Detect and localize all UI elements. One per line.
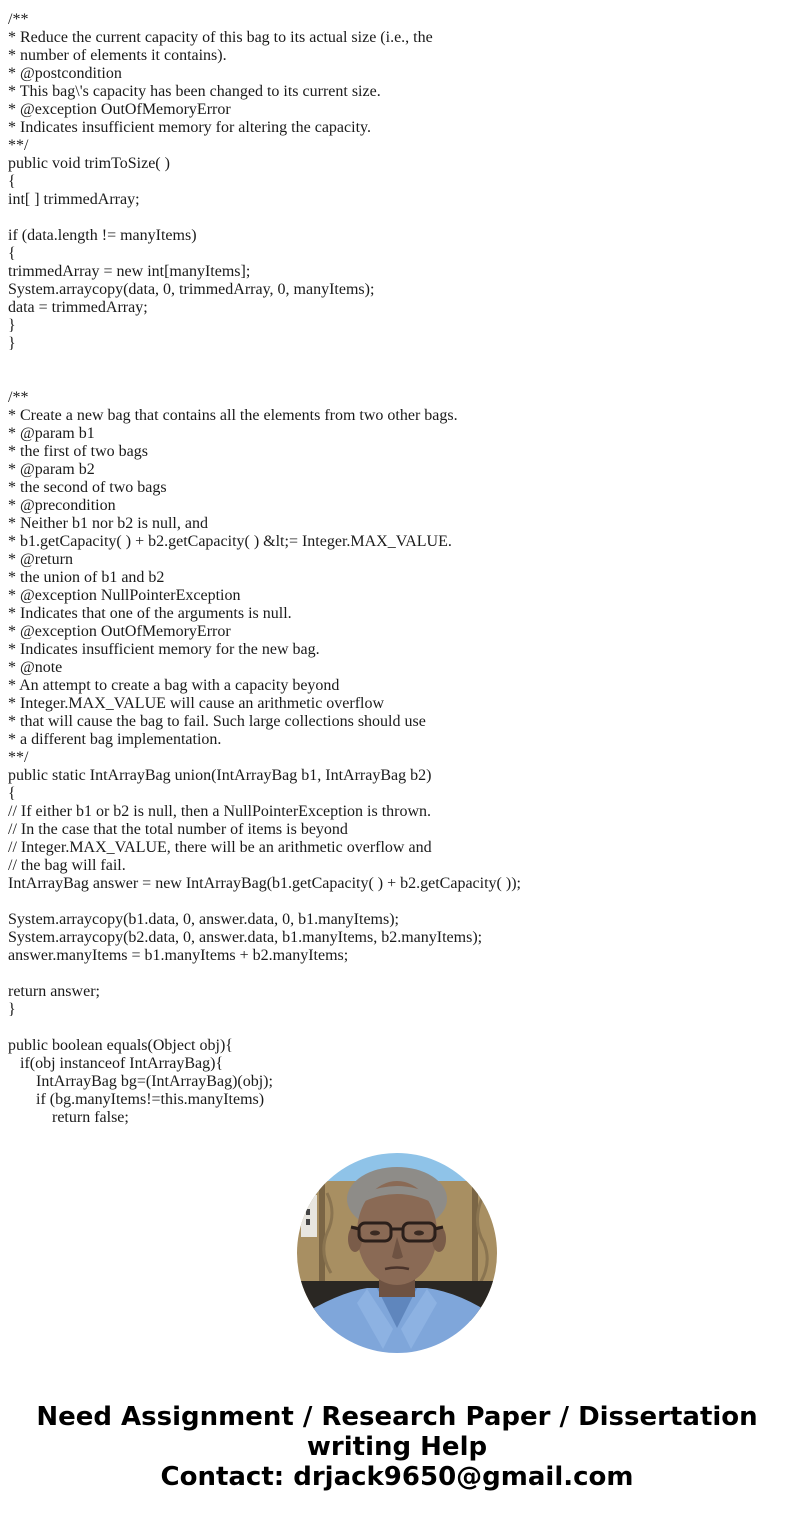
code-line: [8, 353, 788, 371]
code-line: * @postcondition: [8, 65, 122, 82]
code-line: /**: [8, 11, 29, 28]
code-line: trimmedArray = new int[manyItems];: [8, 263, 251, 280]
code-line: * Reduce the current capacity of this bag to its actual size (i.e., the: [8, 29, 433, 46]
code-line: * a different bag implementation.: [8, 731, 222, 748]
code-line: * Indicates insufficient memory for altering the capacity.: [8, 119, 371, 136]
code-line: * Create a new bag that contains all the elements from two other bags.: [8, 407, 458, 424]
code-line: /**: [8, 389, 29, 406]
code-listing: [8, 11, 788, 1125]
code-line: * An attempt to create a bag with a capacity beyond: [8, 677, 340, 694]
code-line: * Indicates that one of the arguments is null.: [8, 605, 292, 622]
banner-headline: Need Assignment / Research Paper / Dissertation: [36, 1402, 758, 1432]
code-line: answer.manyItems = b1.manyItems + b2.manyItems;: [8, 947, 349, 964]
code-line: [8, 1019, 788, 1037]
code-line: if (bg.manyItems!=this.manyItems): [8, 1091, 265, 1108]
code-line: * @note: [8, 659, 63, 676]
code-line: }: [8, 317, 16, 334]
code-line: }: [8, 335, 16, 352]
code-line: * the first of two bags: [8, 443, 148, 460]
code-line: * that will cause the bag to fail. Such large collections should use: [8, 713, 426, 730]
code-line: * @param b2: [8, 461, 95, 478]
code-line: return answer;: [8, 983, 100, 1000]
code-line: * the second of two bags: [8, 479, 167, 496]
code-line: [8, 893, 788, 911]
code-line: [8, 371, 788, 389]
code-line: data = trimmedArray;: [8, 299, 148, 316]
code-line: System.arraycopy(data, 0, trimmedArray, 0, manyItems);: [8, 281, 375, 298]
code-line: * the union of b1 and b2: [8, 569, 165, 586]
person-photo-icon: [297, 1153, 497, 1353]
code-line: * Indicates insufficient memory for the new bag.: [8, 641, 320, 658]
code-line: public void trimToSize( ): [8, 155, 170, 172]
code-line: // Integer.MAX_VALUE, there will be an arithmetic overflow and: [8, 839, 432, 856]
code-line: {: [8, 245, 16, 262]
code-line: * number of elements it contains).: [8, 47, 227, 64]
code-line: {: [8, 173, 16, 190]
code-line: * Neither b1 nor b2 is null, and: [8, 515, 208, 532]
code-line: return false;: [8, 1109, 129, 1125]
code-line: * @return: [8, 551, 73, 568]
contact-banner: [0, 1402, 794, 1492]
code-line: **/: [8, 137, 29, 154]
code-line: **/: [8, 749, 29, 766]
code-line: if (data.length != manyItems): [8, 227, 197, 244]
banner-headline-cont: writing Help: [306, 1432, 488, 1462]
code-line: * b1.getCapacity( ) + b2.getCapacity( ) &lt;= Integer.MAX_VALUE.: [8, 533, 452, 550]
code-line: IntArrayBag bg=(IntArrayBag)(obj);: [8, 1073, 273, 1090]
code-line: IntArrayBag answer = new IntArrayBag(b1.getCapacity( ) + b2.getCapacity( ));: [8, 875, 521, 892]
contact-email: Contact: drjack9650@gmail.com: [160, 1462, 634, 1492]
code-line: {: [8, 785, 16, 802]
code-line: [8, 209, 788, 227]
code-line: * Integer.MAX_VALUE will cause an arithmetic overflow: [8, 695, 385, 712]
code-line: * This bag\'s capacity has been changed to its current size.: [8, 83, 381, 100]
code-line: // If either b1 or b2 is null, then a NullPointerException is thrown.: [8, 803, 432, 820]
code-line: * @exception NullPointerException: [8, 587, 241, 604]
code-line: [8, 965, 788, 983]
code-line: * @exception OutOfMemoryError: [8, 623, 231, 640]
code-line: // In the case that the total number of items is beyond: [8, 821, 348, 838]
avatar: [297, 1153, 497, 1353]
code-line: System.arraycopy(b2.data, 0, answer.data, b1.manyItems, b2.manyItems);: [8, 929, 483, 946]
code-line: * @precondition: [8, 497, 116, 514]
code-line: public static IntArrayBag union(IntArrayBag b1, IntArrayBag b2): [8, 767, 432, 784]
code-line: System.arraycopy(b1.data, 0, answer.data, 0, b1.manyItems);: [8, 911, 399, 928]
code-line: * @exception OutOfMemoryError: [8, 101, 231, 118]
code-line: if(obj instanceof IntArrayBag){: [8, 1055, 224, 1072]
code-line: public boolean equals(Object obj){: [8, 1037, 233, 1054]
code-line: }: [8, 1001, 16, 1018]
code-line: // the bag will fail.: [8, 857, 126, 874]
code-line: * @param b1: [8, 425, 95, 442]
code-line: int[ ] trimmedArray;: [8, 191, 140, 208]
